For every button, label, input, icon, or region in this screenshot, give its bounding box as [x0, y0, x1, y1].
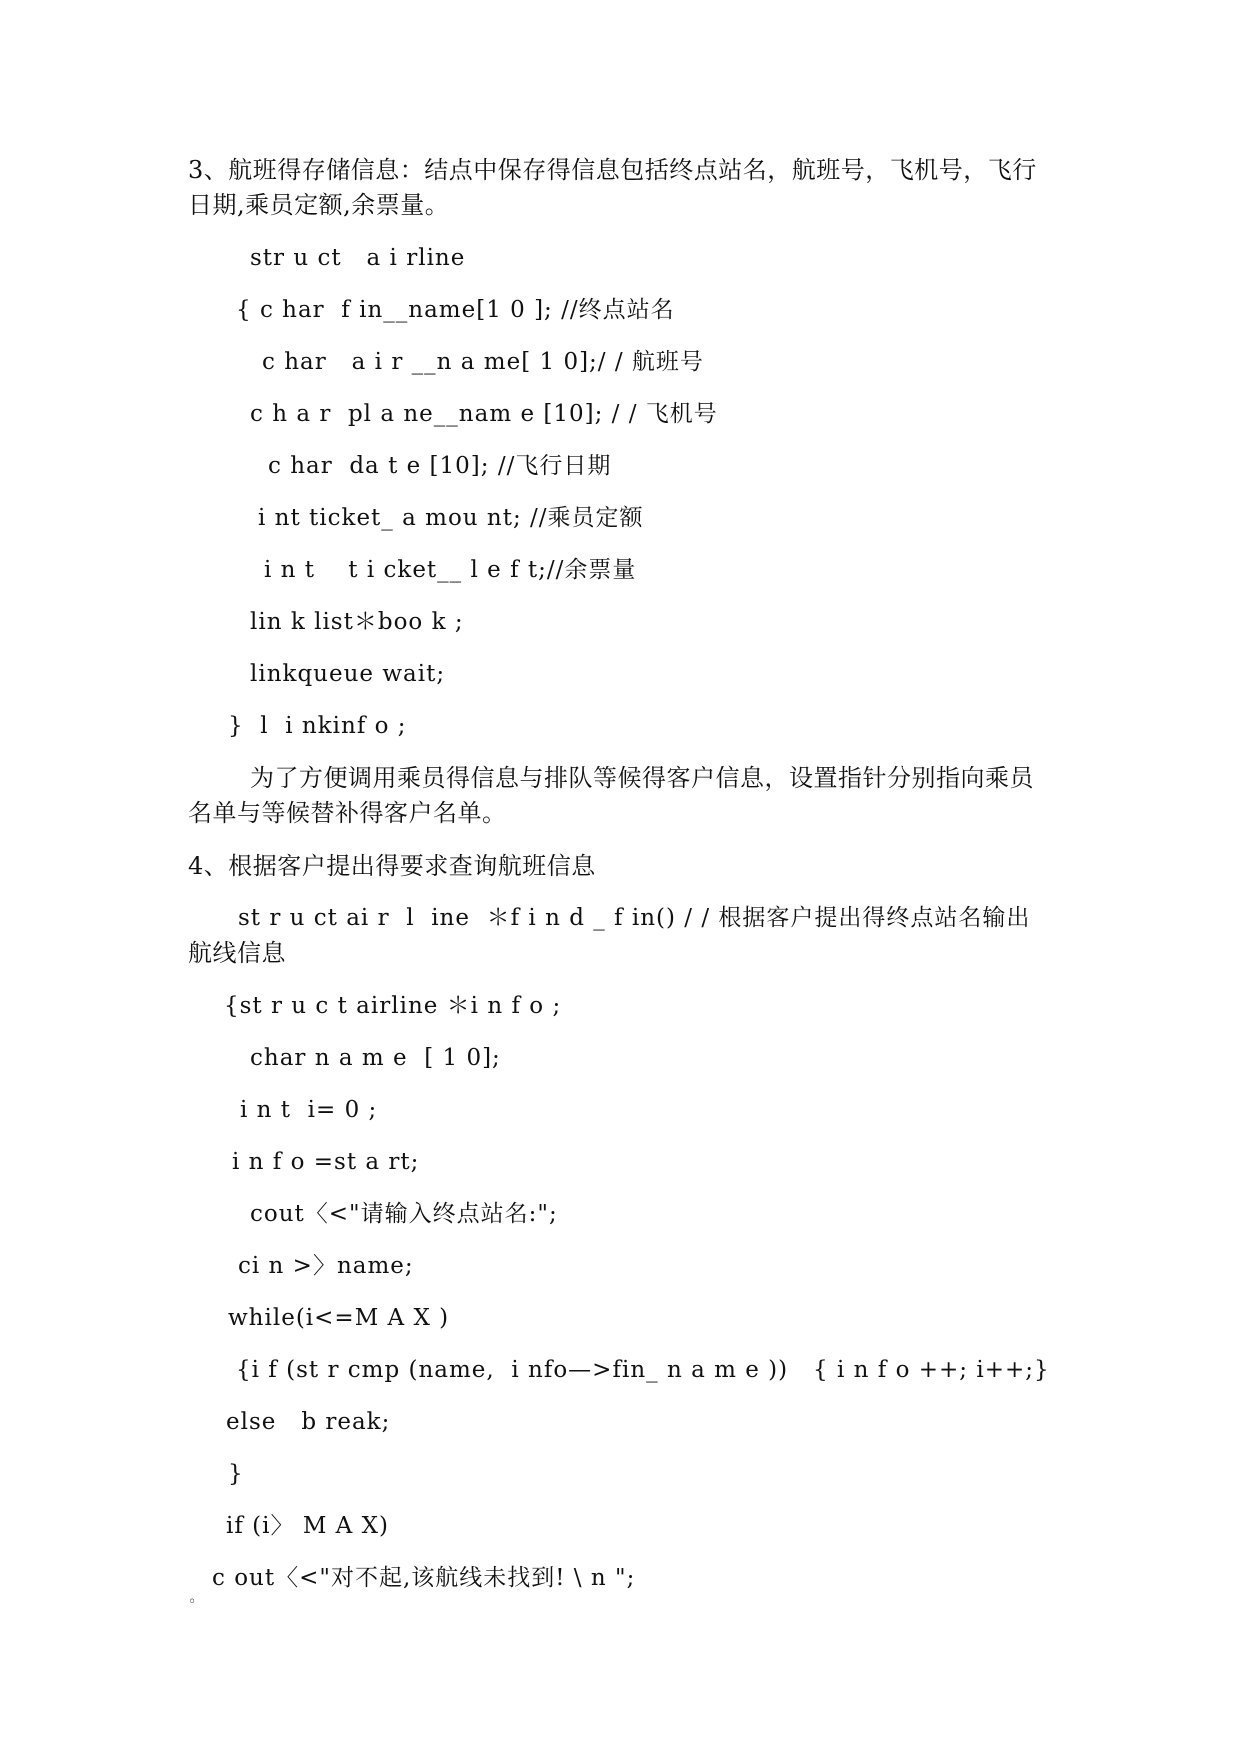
paragraph-continued: 名单与等候替补得客户名单。 — [188, 799, 507, 827]
code-line: i n f o =st a rt; — [232, 1149, 420, 1175]
code-line: {st r u c t airline ＊i n f o ; — [224, 993, 562, 1019]
list-bullet-icon: ◦ — [188, 1594, 197, 1610]
code-line: cout〈<"请输入终点站名:"; — [250, 1201, 558, 1227]
function-signature: st r u ct ai r l ine ＊f i n d _ f in() / / 根据客户提出得终点站名输出 — [238, 905, 1031, 931]
code-line: ci n >〉name; — [238, 1253, 414, 1279]
code-line: { c har f in__name[1 0 ]; //终点站名 — [236, 297, 675, 323]
code-line: i n t t i cket__ l e f t;//余票量 — [264, 557, 637, 583]
code-line: if (i〉 M A X) — [226, 1513, 389, 1539]
code-line: c har da t e [10]; //飞行日期 — [268, 453, 612, 479]
code-line: str u ct a i rline — [250, 245, 466, 271]
code-line: } l i nkinf o ; — [228, 713, 407, 739]
code-line: while(i<=M A X ) — [228, 1305, 450, 1331]
function-signature-continued: 航线信息 — [188, 939, 286, 967]
section-heading-3: 3、航班得存储信息：结点中保存得信息包括终点站名，航班号，飞机号，飞行 — [188, 156, 1037, 184]
code-line: char n a m e [ 1 0]; — [250, 1045, 501, 1071]
code-line: {i f (st r cmp (name, i nfo—>fin_ n a m e )) { i n f o ++; i++;} — [236, 1357, 1050, 1383]
code-line: } — [228, 1461, 244, 1487]
code-line: c out〈<"对不起,该航线未找到! \ n "; — [212, 1565, 636, 1591]
code-line: i n t i= 0 ; — [240, 1097, 378, 1123]
paragraph: 为了方便调用乘员得信息与排队等候得客户信息，设置指针分别指向乘员 — [250, 764, 1034, 792]
code-line: i nt ticket_ a mou nt; //乘员定额 — [258, 505, 644, 531]
code-line: lin k list＊boo k ; — [250, 609, 464, 635]
section-heading-4: 4、根据客户提出得要求查询航班信息 — [188, 852, 596, 880]
code-line: c har a i r __n a me[ 1 0];/ / 航班号 — [262, 349, 704, 375]
code-line: else b reak; — [226, 1409, 391, 1435]
code-line: linkqueue wait; — [250, 661, 446, 687]
code-line: c h a r pl a ne__nam e [10]; / / 飞机号 — [250, 401, 718, 427]
section-heading-3-continued: 日期,乘员定额,余票量。 — [188, 191, 450, 219]
